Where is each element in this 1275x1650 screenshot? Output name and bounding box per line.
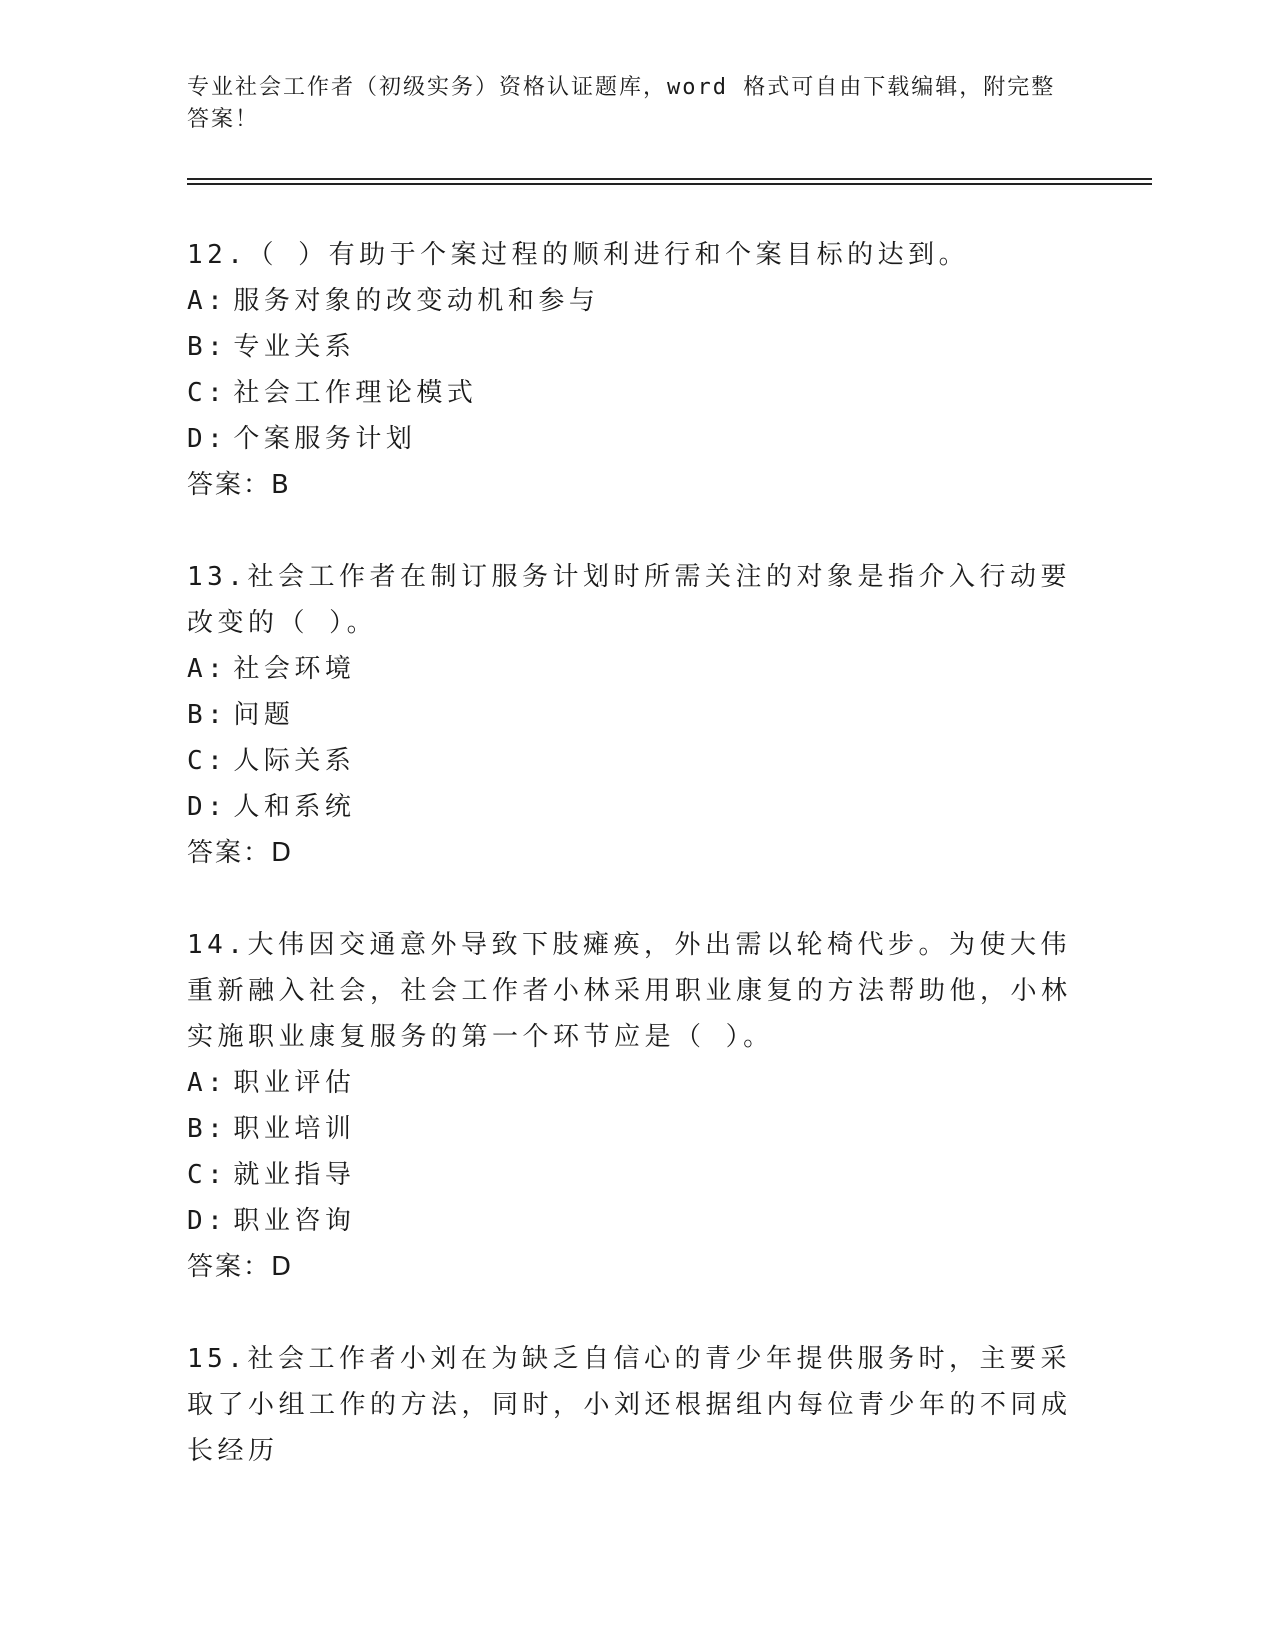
- option-c: [187, 1152, 1087, 1198]
- option-letter: C:: [187, 378, 228, 408]
- option-letter: D:: [187, 1206, 228, 1236]
- option-text: 服务对象的改变动机和参与: [233, 286, 600, 316]
- option-letter: C:: [187, 746, 228, 776]
- option-letter: B:: [187, 1114, 228, 1144]
- option-a: [187, 1060, 1087, 1106]
- question-list: [187, 232, 1087, 1520]
- question-number: 14.: [187, 930, 248, 960]
- option-c: [187, 370, 1087, 416]
- question-number: 13.: [187, 562, 248, 592]
- question-stem: [187, 232, 1087, 278]
- answer-line: 答案：D: [187, 838, 294, 868]
- option-b: [187, 324, 1087, 370]
- option-text: 职业评估: [233, 1068, 356, 1098]
- option-b: [187, 1106, 1087, 1152]
- question-text: 社会工作者小刘在为缺乏自信心的青少年提供服务时，主要采取了小组工作的方法，同时，小刘还根据组内每位青少年的不同成长经历: [187, 1344, 1072, 1466]
- option-text: 个案服务计划: [233, 424, 417, 454]
- option-text: 就业指导: [233, 1160, 356, 1190]
- option-text: 职业咨询: [233, 1206, 356, 1236]
- option-letter: A:: [187, 1068, 228, 1098]
- question-12: [187, 232, 1087, 508]
- option-letter: D:: [187, 424, 228, 454]
- option-text: 社会工作理论模式: [233, 378, 478, 408]
- question-15: [187, 1336, 1087, 1474]
- question-text: 大伟因交通意外导致下肢瘫痪，外出需以轮椅代步。为使大伟重新融入社会，社会工作者小林采用职业康复的方法帮助他，小林实施职业康复服务的第一个环节应是（ ）。: [187, 930, 1072, 1052]
- option-text: 社会环境: [233, 654, 356, 684]
- page-header: 专业社会工作者（初级实务）资格认证题库，word 格式可自由下载编辑，附完整答案！: [187, 75, 1056, 132]
- option-letter: A:: [187, 286, 228, 316]
- question-stem: [187, 554, 1087, 646]
- question-14: [187, 922, 1087, 1290]
- answer-line: 答案：B: [187, 470, 291, 500]
- question-13: [187, 554, 1087, 876]
- header-divider-top: [187, 178, 1152, 180]
- option-letter: D:: [187, 792, 228, 822]
- option-a: [187, 278, 1087, 324]
- question-stem: [187, 1336, 1087, 1474]
- option-text: 职业培训: [233, 1114, 356, 1144]
- option-letter: B:: [187, 700, 228, 730]
- answer-line: 答案：D: [187, 1252, 294, 1282]
- question-text: 社会工作者在制订服务计划时所需关注的对象是指介入行动要改变的（ ）。: [187, 562, 1071, 638]
- option-c: [187, 738, 1087, 784]
- question-stem: [187, 922, 1087, 1060]
- option-b: [187, 692, 1087, 738]
- question-text: （ ）有助于个案过程的顺利进行和个案目标的达到。: [247, 240, 970, 270]
- option-letter: A:: [187, 654, 228, 684]
- header-divider-bottom: [187, 183, 1152, 185]
- option-d: [187, 784, 1087, 830]
- question-number: 12.: [187, 240, 248, 270]
- option-a: [187, 646, 1087, 692]
- option-d: [187, 416, 1087, 462]
- option-text: 问题: [233, 700, 295, 730]
- option-letter: B:: [187, 332, 228, 362]
- option-text: 专业关系: [233, 332, 356, 362]
- option-d: [187, 1198, 1087, 1244]
- option-text: 人际关系: [233, 746, 356, 776]
- question-number: 15.: [187, 1344, 248, 1374]
- option-letter: C:: [187, 1160, 228, 1190]
- option-text: 人和系统: [233, 792, 356, 822]
